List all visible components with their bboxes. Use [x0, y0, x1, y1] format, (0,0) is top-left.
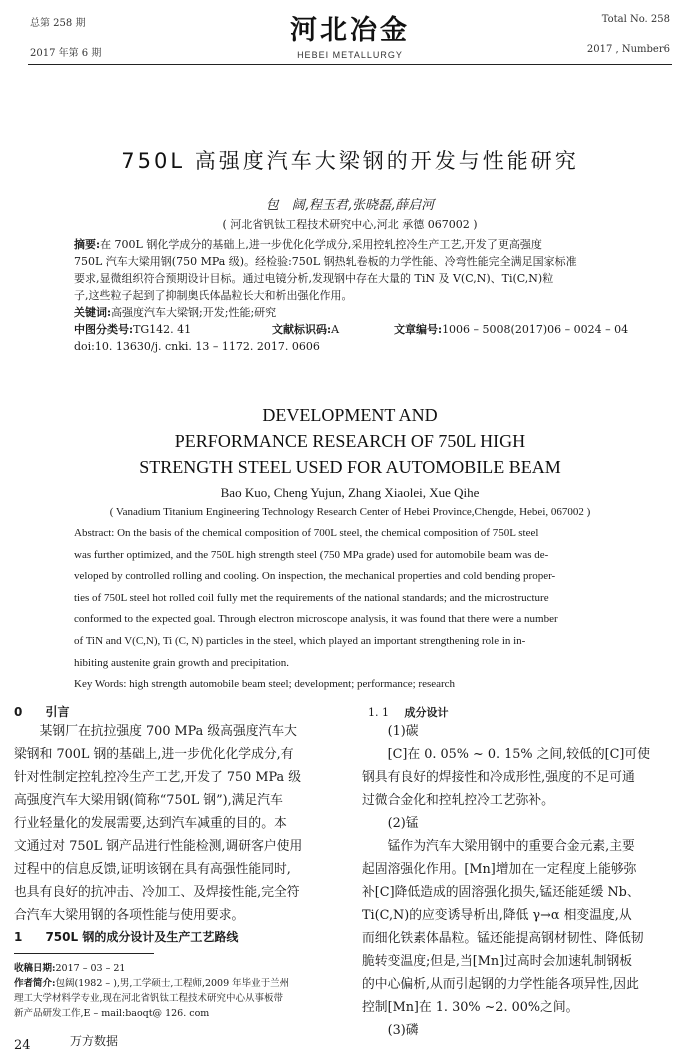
composition-line: 的中心偏析,从而引起钢的力学性能各项异性,因此	[362, 977, 639, 992]
abstract-cn-line: 750L 汽车大梁用钢(750 MPa 级)。经检验:750L 钢热轧卷板的力学性能、冷弯性能完全满足国家标准	[74, 255, 577, 268]
journal-logo-en: HEBEI METALLURGY	[297, 50, 403, 60]
header-rule	[28, 64, 672, 65]
paper-title-en	[0, 402, 700, 480]
watermark: 万方数据	[70, 1034, 119, 1048]
section-0-title: 引言	[45, 705, 70, 719]
abstract-cn-line: 要求,显微组织符合预期设计目标。通过电镜分析,发现钢中存在大量的 TiN 及 V(C,N)、Ti(C,N)粒	[74, 272, 554, 285]
abstract-en-line: veloped by controlled rolling and cooling. On inspection, the mechanical properties and cold bending proper-	[74, 570, 556, 583]
composition-line: 起固溶强化作用。[Mn]增加在一定程度上能够弥	[362, 862, 637, 877]
author-bio-line: 新产品研发工作,E – mail:baoqt@ 126. com	[14, 1008, 210, 1019]
intro-line: 文通过对 750L 钢产品进行性能检测,调研客户使用	[14, 839, 303, 854]
header-left-top: 总第 258 期	[30, 18, 86, 29]
header-right-bottom: 2017 , Number6	[586, 44, 670, 55]
composition-line: 控制[Mn]在 1. 30% ~2. 00%之间。	[362, 1000, 579, 1015]
abstract-cn-line: 子,这些粒子起到了抑制奥氏体晶粒长大和析出强化作用。	[74, 289, 353, 302]
abstract-en-line: hibiting austenite grain growth and precipitation.	[74, 656, 290, 669]
title-en-line: STRENGTH STEEL USED FOR AUTOMOBILE BEAM	[139, 457, 561, 477]
composition-line: 锰作为汽车大梁用钢中的重要合金元素,主要	[362, 839, 635, 854]
composition-line: (1)碳	[362, 724, 419, 739]
intro-line: 梁钢和 700L 钢的基础上,进一步优化化学成分,有	[14, 747, 294, 762]
composition-line: 补[C]降低造成的固溶强化损失,锰还能延缓 Nb、	[362, 885, 640, 900]
composition-line: 脆转变温度;但是,当[Mn]过高时会加速轧制钢板	[362, 954, 633, 969]
keywords-cn-label: 关键词:	[74, 306, 112, 319]
doi: doi:10. 13630/j. cnki. 13 – 1172. 2017. 0606	[74, 340, 320, 353]
doc-code-label: 文献标识码:	[272, 323, 332, 336]
subsection-1-1-heading	[368, 704, 449, 720]
article-no-value: 1006 – 5008(2017)06 – 0024 – 04	[442, 323, 629, 336]
keywords-cn: 高强度汽车大梁钢;开发;性能;研究	[111, 306, 277, 319]
section-0-number: 0	[14, 705, 23, 719]
keywords-en: Key Words: high strength automobile beam steel; development; performance; research	[74, 678, 456, 691]
composition-line: 而细化铁素体晶粒。锰还能提高钢材韧性、降低韧	[362, 931, 644, 946]
intro-line: 合汽车大梁用钢的各项性能与使用要求。	[14, 908, 245, 923]
intro-line: 过程中的信息反馈,证明该钢在具有高强性能同时,	[14, 862, 291, 877]
subsection-number: 1. 1	[368, 706, 389, 719]
footnote-rule	[14, 953, 154, 954]
title-en-line: DEVELOPMENT AND	[262, 405, 438, 425]
abstract-cn-line: 在 700L 钢化学成分的基础上,进一步优化化学成分,采用控轧控冷生产工艺,开发了更高强度	[100, 238, 542, 251]
header-left-bottom: 2017 年第 6 期	[30, 48, 102, 59]
received-label: 收稿日期:	[14, 963, 56, 974]
section-1-title: 750L 钢的成分设计及生产工艺路线	[45, 930, 239, 944]
authors-en: Bao Kuo, Cheng Yujun, Zhang Xiaolei, Xue Qihe	[220, 485, 480, 500]
page-number: 24	[14, 1038, 31, 1053]
abstract-en-line: ties of 750L steel hot rolled coil fully met the requirements of the national standards; and the microstructure	[74, 591, 549, 604]
author-bio-label: 作者简介:	[14, 978, 56, 989]
intro-line: 也具有良好的抗冲击、冷加工、及焊接性能,完全符	[14, 885, 300, 900]
intro-line: 行业轻量化的发展需要,达到汽车减重的目的。本	[14, 816, 287, 831]
journal-logo: 河北冶金	[290, 15, 410, 46]
intro-line: 高强度汽车大梁用钢(简称“750L 钢”),满足汽车	[14, 793, 283, 808]
intro-paragraph	[14, 720, 344, 927]
abstract-en-line: Abstract: On the basis of the chemical composition of 700L steel, the chemical composition of 750L steel	[74, 527, 539, 539]
section-0-heading	[14, 701, 69, 720]
author-bio-line: 包阔(1982 – ),男,工学硕士,工程师,2009 年毕业于兰州	[55, 978, 290, 989]
doc-code-value: A	[331, 323, 340, 336]
abstract-cn-label: 摘要:	[74, 238, 101, 251]
composition-text	[362, 720, 692, 1042]
abstract-en-line: conformed to the expected goal. Through electron microscope analysis, it was found that there were a number	[74, 613, 558, 626]
intro-line: 针对性制定控轧控冷生产工艺,开发了 750 MPa 级	[14, 770, 302, 785]
footnote	[14, 961, 344, 1021]
authors-cn: 包 阔,程玉君,张晓磊,薛启河	[265, 198, 435, 213]
composition-line: Ti(C,N)的应变诱导析出,降低 γ→α 相变温度,从	[362, 908, 632, 923]
composition-line: 过微合金化和控轧控冷工艺弥补。	[362, 793, 554, 808]
intro-line: 某钢厂在抗拉强度 700 MPa 级高强度汽车大	[14, 724, 297, 739]
composition-line: (3)磷	[362, 1023, 419, 1038]
author-bio-line: 理工大学材料学专业,现在河北省钒钛工程技术研究中心从事板带	[14, 993, 284, 1004]
composition-line: (2)锰	[362, 816, 419, 831]
subsection-title: 成分设计	[404, 706, 449, 719]
article-no-label: 文章编号:	[394, 323, 443, 336]
paper-title-cn: 750L 高强度汽车大梁钢的开发与性能研究	[121, 149, 579, 173]
received-date: 2017 – 03 – 21	[55, 963, 126, 974]
title-en-line: PERFORMANCE RESEARCH OF 750L HIGH	[174, 431, 526, 451]
section-1-heading	[14, 926, 238, 945]
abstract-en-line: was further optimized, and the 750L high strength steel (750 MPa grade) used for automobile beam was de-	[74, 548, 549, 561]
composition-line: 钢具有良好的焊接性和冷成形性,强度的不足可通	[362, 770, 635, 785]
clc-value: TG142. 41	[133, 323, 192, 336]
affiliation-en: ( Vanadium Titanium Engineering Technology Research Center of Hebei Province,Chengde, Hebei, 067002 )	[109, 506, 591, 518]
affiliation-cn: ( 河北省钒钛工程技术研究中心,河北 承德 067002 )	[222, 218, 478, 231]
clc-label: 中图分类号:	[74, 323, 134, 336]
composition-line: [C]在 0. 05% ~ 0. 15% 之间,较低的[C]可使	[362, 747, 651, 762]
section-1-number: 1	[14, 930, 23, 944]
abstract-en-line: of TiN and V(C,N), Ti (C, N) particles in the steel, which played an important strengthening role in in-	[74, 634, 526, 647]
header-right-top: Total No. 258	[601, 14, 670, 25]
classification-row	[74, 321, 634, 338]
abstract-en	[74, 523, 634, 696]
abstract-cn	[74, 236, 634, 355]
